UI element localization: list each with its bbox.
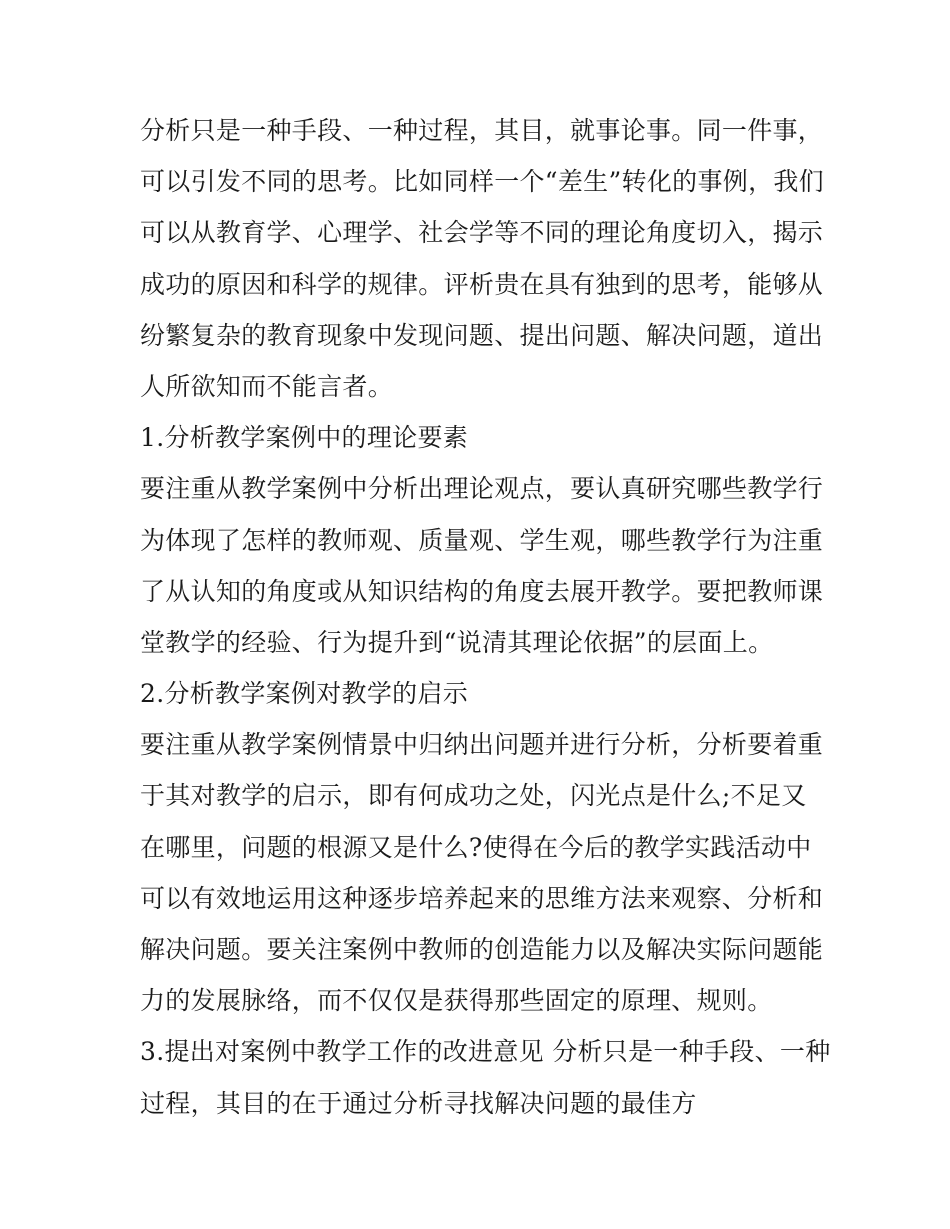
section-heading-2: 2.分析教学案例对教学的启示	[140, 679, 469, 709]
paragraph-line: 过程，其目的在于通过分析寻找解决问题的最佳方	[140, 1088, 697, 1118]
paragraph-line: 可以从教育学、心理学、社会学等不同的理论角度切入，揭示	[140, 218, 824, 248]
paragraph-line: 在哪里，问题的根源又是什么?使得在今后的教学实践活动中	[140, 832, 812, 862]
paragraph-line: 为体现了怎样的教师观、质量观、学生观，哪些教学行为注重	[140, 525, 824, 555]
paragraph-line: 于其对教学的启示，即有何成功之处，闪光点是什么;不足又	[140, 781, 807, 811]
paragraph-line: 可以引发不同的思考。比如同样一个“差生”转化的事例，我们	[140, 167, 824, 197]
paragraph-line: 要注重从教学案例情景中归纳出问题并进行分析，分析要着重	[140, 730, 824, 760]
paragraph-line: 力的发展脉络，而不仅仅是获得那些固定的原理、规则。	[140, 986, 773, 1016]
paragraph-line: 堂教学的经验、行为提升到“说清其理论依据”的层面上。	[140, 627, 774, 657]
paragraph-line: 了从认知的角度或从知识结构的角度去展开教学。要把教师课	[140, 576, 824, 606]
document-page	[140, 105, 831, 1129]
paragraph-line: 纷繁复杂的教育现象中发现问题、提出问题、解决问题，道出	[140, 320, 824, 350]
section-heading-3: 3.提出对案例中教学工作的改进意见 分析只是一种手段、一种	[140, 1037, 831, 1067]
paragraph-line: 人所欲知而不能言者。	[140, 371, 394, 401]
paragraph-line: 成功的原因和科学的规律。评析贵在具有独到的思考，能够从	[140, 269, 824, 299]
paragraph-line: 解决问题。要关注案例中教师的创造能力以及解决实际问题能	[140, 935, 824, 964]
paragraph-line: 可以有效地运用这种逐步培养起来的思维方法来观察、分析和	[140, 883, 824, 913]
paragraph-line: 要注重从教学案例中分析出理论观点，要认真研究哪些教学行	[140, 474, 824, 504]
paragraph-line: 分析只是一种手段、一种过程，其目，就事论事。同一件事，	[140, 116, 824, 145]
section-heading-1: 1.分析教学案例中的理论要素	[140, 423, 469, 453]
